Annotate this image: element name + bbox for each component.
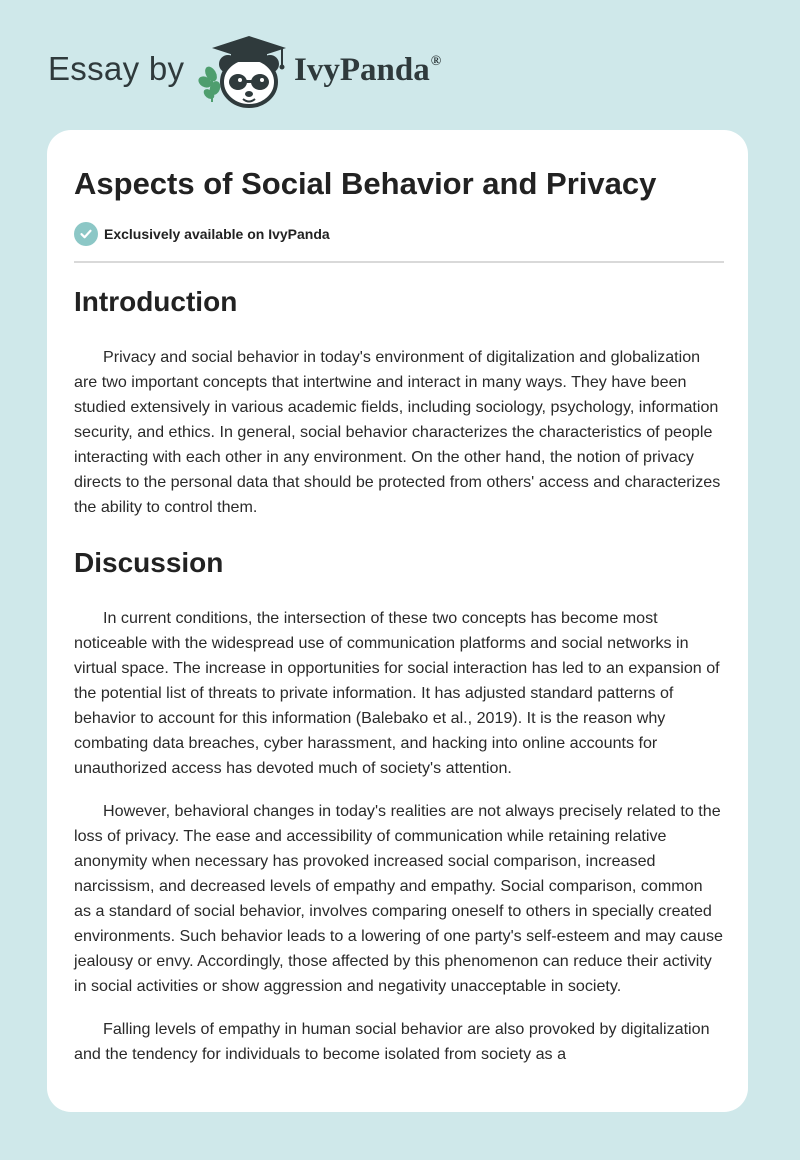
paragraph: Falling levels of empathy in human social behavior are also provoked by digitalization and the tendency for individuals to become isolated from society as a: [74, 1020, 710, 1063]
panda-graduate-icon[interactable]: [198, 30, 292, 110]
page-title: Aspects of Social Behavior and Privacy: [74, 166, 657, 201]
essay-card: [47, 130, 748, 1112]
title-divider: [74, 261, 724, 263]
check-icon: [74, 222, 98, 246]
section-heading-discussion: Discussion: [74, 547, 224, 578]
section-heading-introduction: Introduction: [74, 286, 238, 317]
essay-by-label: Essay by: [48, 50, 185, 87]
registered-mark: ®: [430, 54, 442, 69]
brand-text: IvyPanda: [294, 52, 430, 88]
essay-body: [74, 280, 724, 1067]
paragraph: However, behavioral changes in today's realities are not always precisely related to the loss of privacy. The ease and accessibility of communication while retaining relative anonymity when necessary has provoked increased social comparison, increased narcissism, and decreased levels of empathy and empathy. Social comparison, common as a standard of social behavior, involves comparing oneself to others in specially created environments. Such behavior leads to a lowering of one party's self-esteem and may cause jealousy or envy. Accordingly, those affected by this phenomenon can reduce their activity in social activities or show aggression and negativity unacceptable in society.: [74, 802, 723, 995]
brand-name[interactable]: [294, 52, 441, 89]
paragraph: Privacy and social behavior in today's environment of digitalization and globalization are two important concepts that intertwine and interact in many ways. They have been studied extensively in various academic fields, including sociology, psychology, information security, and ethics. In general, social behavior characterizes the characteristics of people interacting with each other in any environment. On the other hand, the notion of privacy directs to the personal data that should be protected from others' access and characterizes the ability to control them.: [74, 348, 721, 516]
exclusive-badge-label: Exclusively available on IvyPanda: [104, 226, 330, 242]
paragraph: In current conditions, the intersection of these two concepts has become most noticeable with the widespread use of communication platforms and social networks in virtual space. The increase in opportunities for social interaction has led to an expansion of the potential list of threats to private information. It has adjusted standard patterns of behavior to account for this information (Balebako et al., 2019). It is the reason why combating data breaches, cyber harassment, and hacking into online accounts for unauthorized access has devoted much of society's attention.: [74, 609, 720, 777]
exclusive-badge: [74, 222, 330, 246]
site-header: [0, 0, 800, 130]
